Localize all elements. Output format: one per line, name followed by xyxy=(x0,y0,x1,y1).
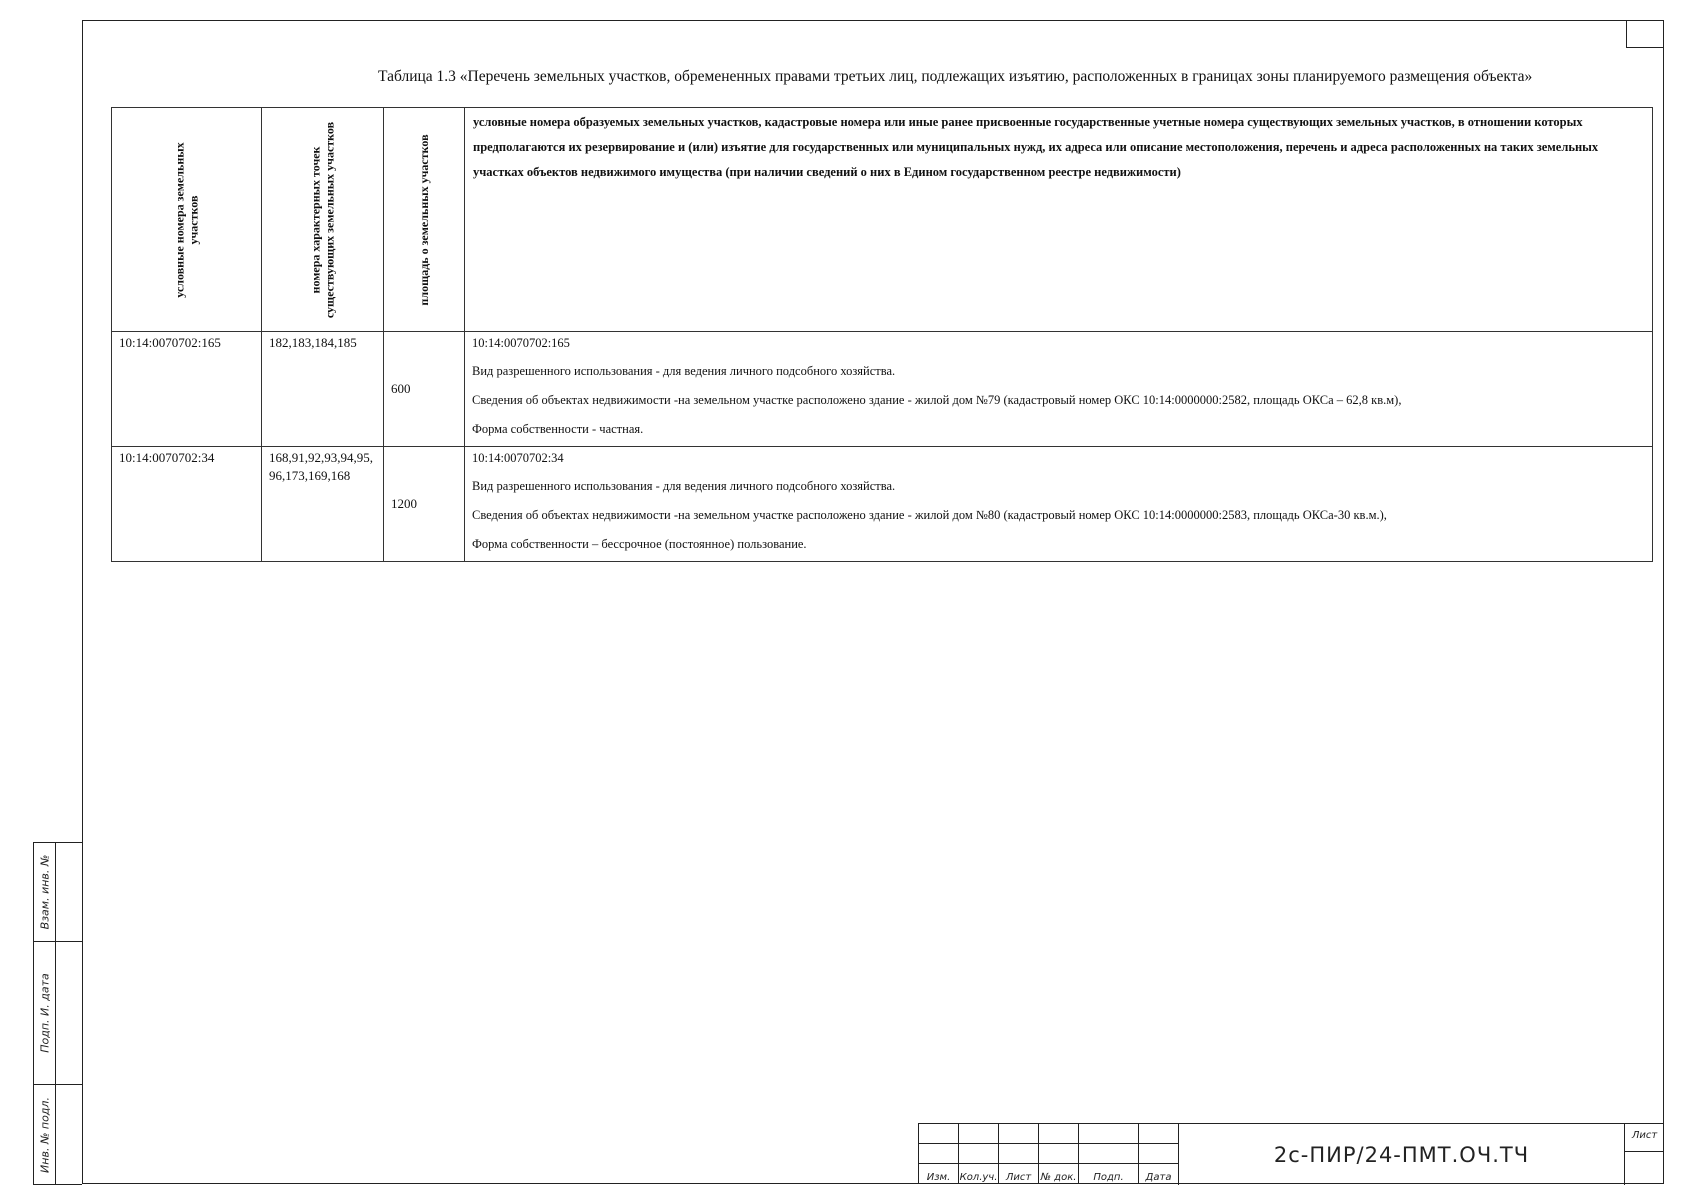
stamp-label-cell xyxy=(34,1085,56,1184)
table-row xyxy=(112,447,1653,562)
sheet-label: Лист xyxy=(1625,1124,1664,1152)
stamp-label-inv-vzam: Взам. инв. № xyxy=(38,854,52,930)
table-header-row xyxy=(112,108,1653,332)
stamp-label-cell xyxy=(34,843,56,941)
header-description xyxy=(465,108,1653,332)
cell-description xyxy=(465,332,1653,447)
document-code: 2с-ПИР/24-ПМТ.ОЧ.ТЧ xyxy=(1178,1123,1624,1185)
header-area xyxy=(384,108,465,332)
sheet-box xyxy=(1624,1123,1664,1185)
desc-usage: Вид разрешенного использования - для ведения личного подсобного хозяйства. xyxy=(472,364,896,378)
label-izm: Изм. xyxy=(919,1164,959,1184)
stamp-label-cell xyxy=(34,942,56,1084)
desc-cadastral: 10:14:0070702:165 xyxy=(472,336,570,350)
cell-area: 1200 xyxy=(384,447,465,562)
cell-area: 600 xyxy=(384,332,465,447)
desc-ownership: Форма собственности - частная. xyxy=(472,422,644,436)
revision-label-row xyxy=(919,1164,1179,1184)
stamp-podp-data xyxy=(33,942,82,1085)
revision-row xyxy=(919,1144,1179,1164)
stamp-inv-vzam xyxy=(33,842,82,942)
stamp-label-inv-podl: Инв. № подл. xyxy=(38,1096,52,1173)
title-block xyxy=(918,1123,1664,1185)
revision-grid xyxy=(918,1123,1179,1184)
revision-row xyxy=(919,1124,1179,1144)
corner-box xyxy=(1626,20,1664,48)
header-point-numbers xyxy=(262,108,384,332)
desc-cadastral: 10:14:0070702:34 xyxy=(472,451,564,465)
label-list: Лист xyxy=(999,1164,1039,1184)
cell-plot-number: 10:14:0070702:165 xyxy=(112,332,262,447)
table-row xyxy=(112,332,1653,447)
label-data: Дата xyxy=(1139,1164,1179,1184)
label-kol-uch: Кол.уч. xyxy=(959,1164,999,1184)
desc-objects: Сведения об объектах недвижимости -на земельном участке расположено здание - жилой дом №80 (кадастровый номер ОКС 10:14:0000000:2583, площадь ОКСа-30 кв.м.), xyxy=(472,508,1387,522)
header-plot-numbers-text: условные номера земельных участков xyxy=(172,141,201,298)
stamp-inv-podl xyxy=(33,1085,82,1185)
stamp-label-podp-data: Подп. И. дата xyxy=(38,973,52,1053)
label-podp: Подп. xyxy=(1079,1164,1139,1184)
header-area-text: площадь о земельных участков xyxy=(416,133,431,306)
table-caption: Таблица 1.3 «Перечень земельных участков, обремененных правами третьих лиц, подлежащих изъятию, расположенных в границах зоны планируемого размещения объекта» xyxy=(378,68,1533,85)
header-plot-numbers xyxy=(112,108,262,332)
cell-description xyxy=(465,447,1653,562)
header-description-text: условные номера образуемых земельных участков, кадастровые номера или иные ранее присвоенные государственные учетные номера существующих земельных участков, в отношении которых предполагаются их резервирование и (или) изъятие для государственных или муниципальных нужд, их адреса или описание местоположения, перечень и адреса расположенных на таких земельных участках объектов недвижимого имущества (при наличии сведений о них в Едином государственном реестре недвижимости) xyxy=(473,115,1599,179)
header-point-numbers-text: номера характерных точек существующих земельных участков xyxy=(308,121,337,318)
label-no-dok: № док. xyxy=(1039,1164,1079,1184)
desc-ownership: Форма собственности – бессрочное (постоянное) пользование. xyxy=(472,537,807,551)
cell-plot-number: 10:14:0070702:34 xyxy=(112,447,262,562)
cell-points: 168,91,92,93,94,95,96,173,169,168 xyxy=(262,447,384,562)
desc-usage: Вид разрешенного использования - для ведения личного подсобного хозяйства. xyxy=(472,479,896,493)
cell-points: 182,183,184,185 xyxy=(262,332,384,447)
desc-objects: Сведения об объектах недвижимости -на земельном участке расположено здание - жилой дом №79 (кадастровый номер ОКС 10:14:0000000:2582, площадь ОКСа – 62,8 кв.м), xyxy=(472,393,1402,407)
land-plots-table xyxy=(111,107,1653,562)
